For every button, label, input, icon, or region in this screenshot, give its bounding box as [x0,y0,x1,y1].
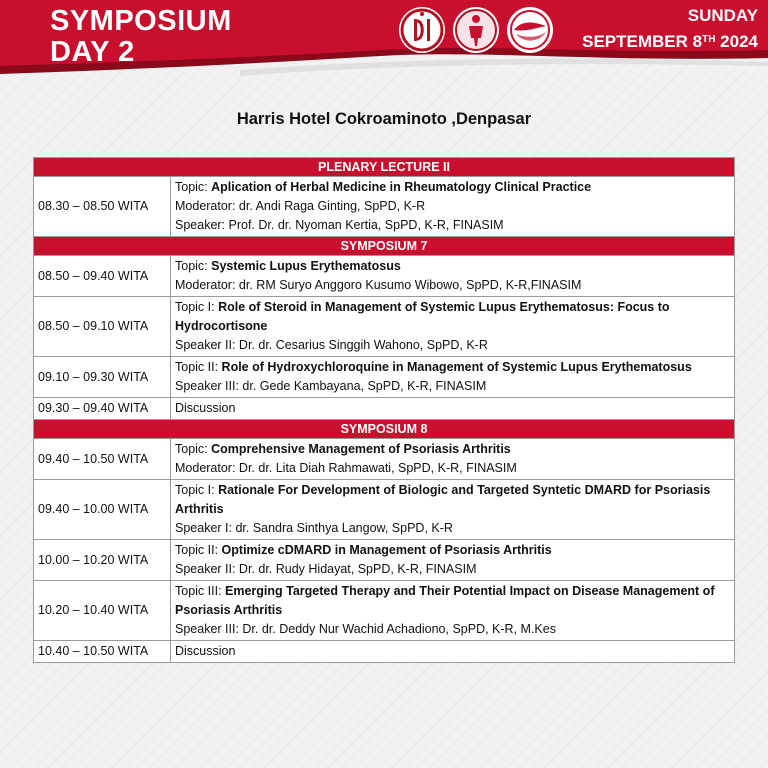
topic-label: Topic: [175,180,212,194]
session-cell [171,581,735,641]
discussion-cell: Discussion [171,398,735,420]
session-cell [171,256,735,297]
time-cell: 08.50 – 09.40 WITA [34,256,171,297]
time-cell: 10.40 – 10.50 WITA [34,641,171,663]
symposium-title [50,6,232,68]
session-cell [171,177,735,237]
topic-line [175,582,730,620]
society-emblem-logo [398,6,446,54]
topic-title: Optimize cDMARD in Management of Psoriasis Arthritis [221,543,552,557]
session-cell [171,357,735,398]
section-header-cell: PLENARY LECTURE II [34,158,735,177]
topic-line [175,178,730,197]
table-row [34,297,735,357]
moderator-line: Moderator: Dr. dr. Lita Diah Rahmawati, SpPD, K-R, FINASIM [175,461,517,475]
speaker-line: Speaker III: dr. Gede Kambayana, SpPD, K-R, FINASIM [175,379,487,393]
topic-label: Topic II: [175,543,222,557]
time-cell: 09.30 – 09.40 WITA [34,398,171,420]
topic-title: Aplication of Herbal Medicine in Rheumatology Clinical Practice [211,180,592,194]
table-row [34,398,735,420]
topic-label: Topic III: [175,584,226,598]
table-row [34,439,735,480]
table-row [34,540,735,581]
speaker-line: Speaker II: Dr. dr. Cesarius Singgih Wahono, SpPD, K-R [175,338,488,352]
topic-line [175,358,730,377]
venue-title: Harris Hotel Cokroaminoto ,Denpasar [236,110,532,128]
speaker-line: Speaker III: Dr. dr. Deddy Nur Wachid Achadiono, SpPD, K-R, M.Kes [175,622,556,636]
date-ordinal: TH [702,34,716,45]
topic-line [175,257,730,276]
section-header-cell: SYMPOSIUM 7 [34,237,735,256]
time-cell: 08.50 – 09.10 WITA [34,297,171,357]
time-cell: 10.00 – 10.20 WITA [34,540,171,581]
session-cell [171,540,735,581]
section-header-symposium-7 [34,237,735,256]
date-month-day: SEPTEMBER 8 [582,32,703,51]
section-header-symposium-8 [34,420,735,439]
table-row [34,177,735,237]
topic-title: Comprehensive Management of Psoriasis Arthritis [211,442,511,456]
moderator-line: Moderator: dr. Andi Raga Ginting, SpPD, K-R [175,199,426,213]
time-cell: 09.10 – 09.30 WITA [34,357,171,398]
topic-label: Topic I: [175,483,219,497]
section-header-plenary [34,158,735,177]
topic-line [175,541,730,560]
session-cell [171,480,735,540]
time-cell: 09.40 – 10.00 WITA [34,480,171,540]
date-year: 2024 [720,32,758,51]
topic-line [175,440,730,459]
time-cell: 09.40 – 10.50 WITA [34,439,171,480]
speaker-line: Speaker I: dr. Sandra Sinthya Langow, SpPD, K-R [175,521,453,535]
topic-title: Systemic Lupus Erythematosus [211,259,401,273]
table-row [34,581,735,641]
topic-line [175,481,730,519]
speaker-line: Speaker: Prof. Dr. dr. Nyoman Kertia, SpPD, K-R, FINASIM [175,218,504,232]
topic-title: Emerging Targeted Therapy and Their Potential Impact on Disease Management of Psoriasis Arthritis [175,584,715,617]
topic-title: Role of Steroid in Management of Systemic Lupus Erythematosus: Focus to Hydrocortisone [175,300,670,333]
table-row [34,256,735,297]
body-figure-logo [452,6,500,54]
rheumatology-association-logo [506,6,554,54]
logo-group [398,6,558,56]
session-cell [171,297,735,357]
header-banner [0,0,768,95]
topic-label: Topic II: [175,360,222,374]
section-header-cell: SYMPOSIUM 8 [34,420,735,439]
time-cell: 10.20 – 10.40 WITA [34,581,171,641]
topic-title: Role of Hydroxychloroquine in Management of Systemic Lupus Erythematosus [221,360,692,374]
topic-label: Topic I: [175,300,219,314]
event-day: SUNDAY [687,6,758,25]
title-line-2: DAY 2 [50,36,135,68]
event-date [582,5,758,53]
table-row [34,641,735,663]
topic-label: Topic: [175,259,212,273]
session-cell [171,439,735,480]
speaker-line: Speaker II: Dr. dr. Rudy Hidayat, SpPD, K-R, FINASIM [175,562,477,576]
event-date-full [582,31,758,53]
topic-title: Rationale For Development of Biologic and Targeted Syntetic DMARD for Psoriasis Arthritis [175,483,711,516]
table-row [34,357,735,398]
topic-line [175,298,730,336]
moderator-line: Moderator: dr. RM Suryo Anggoro Kusumo Wibowo, SpPD, K-R,FINASIM [175,278,582,292]
title-line-1: SYMPOSIUM [50,5,232,37]
topic-label: Topic: [175,442,212,456]
table-row [34,480,735,540]
schedule-table [33,157,735,663]
time-cell: 08.30 – 08.50 WITA [34,177,171,237]
discussion-cell: Discussion [171,641,735,663]
